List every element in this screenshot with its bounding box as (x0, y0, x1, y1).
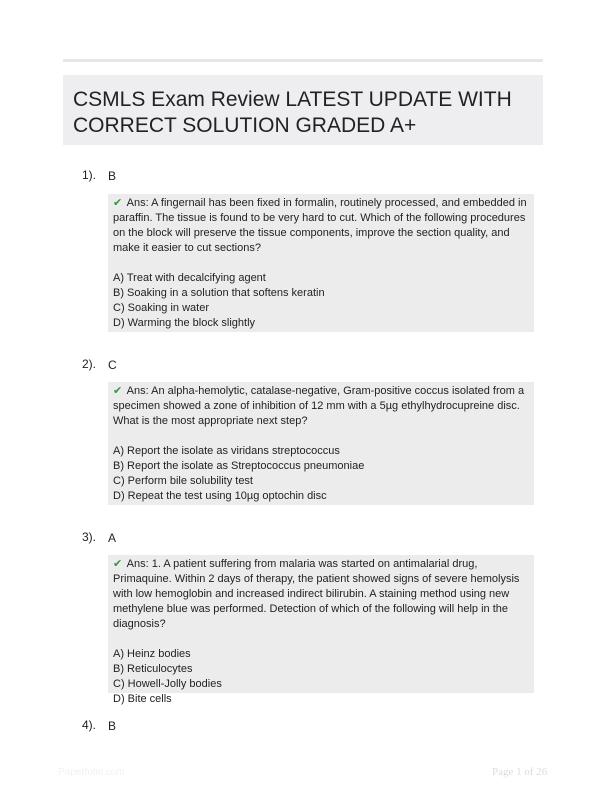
options-list (113, 271, 529, 331)
answer-box (108, 382, 534, 505)
option: A) Heinz bodies (113, 648, 191, 660)
question-number: 1). (82, 168, 97, 182)
options-list (113, 444, 529, 504)
option: C) Howell-Jolly bodies (113, 678, 222, 690)
question-number: 3). (82, 530, 97, 544)
option: D) Repeat the test using 10µg optochin disc (113, 490, 327, 502)
footer-site: Paperfolio.com (58, 767, 125, 778)
question-answer-letter: B (108, 169, 117, 183)
option: D) Bite cells (113, 693, 172, 705)
top-divider (63, 59, 543, 62)
answer-prefix: Ans: (126, 385, 149, 397)
answer-box (108, 194, 534, 332)
check-icon: ✔ (113, 197, 123, 209)
page-title: CSMLS Exam Review LATEST UPDATE WITH CORRECT SOLUTION GRADED A+ (73, 88, 512, 137)
check-icon: ✔ (113, 385, 123, 397)
question-number: 4). (82, 718, 97, 732)
option: C) Perform bile solubility test (113, 475, 253, 487)
option: A) Report the isolate as viridans streptococcus (113, 445, 340, 457)
option: B) Soaking in a solution that softens keratin (113, 287, 325, 299)
answer-box (108, 555, 534, 705)
question-number: 2). (82, 357, 97, 371)
options-list (113, 647, 529, 707)
check-icon: ✔ (113, 558, 123, 570)
option: D) Warming the block slightly (113, 317, 256, 329)
question-text: 1. A patient suffering from malaria was started on antimalarial drug, Primaquine. Within 2 days of therapy, the patient showed signs of severe hemolysis with low hemoglobin and increased indirect bilirubin. A staining method using new methylene blue was performed. Detection of which of the following will help in the diagnosis? (113, 558, 520, 630)
question-text: An alpha-hemolytic, catalase-negative, Gram-positive coccus isolated from a specimen showed a zone of inhibition of 12 mm with a 5µg ethylhydrocupreine disc. What is the most appropriate next step? (113, 385, 525, 427)
answer-prefix: Ans: (126, 197, 149, 209)
question-answer-letter: B (108, 719, 117, 733)
title-box (63, 75, 543, 145)
answer-prefix: Ans: (126, 558, 149, 570)
option: B) Reticulocytes (113, 663, 193, 675)
question-text: A fingernail has been fixed in formalin, routinely processed, and embedded in paraffin. The tissue is found to be very hard to cut. Which of the following procedures on the block will preserve the tissue components, improve the section quality, and make it easier to cut sections? (113, 197, 527, 254)
question-answer-letter: A (108, 531, 117, 545)
page-number: Page 1 of 26 (492, 766, 548, 778)
option: B) Report the isolate as Streptococcus pneumoniae (113, 460, 365, 472)
question-answer-letter: C (108, 358, 117, 372)
option: A) Treat with decalcifying agent (113, 272, 266, 284)
option: C) Soaking in water (113, 302, 209, 314)
